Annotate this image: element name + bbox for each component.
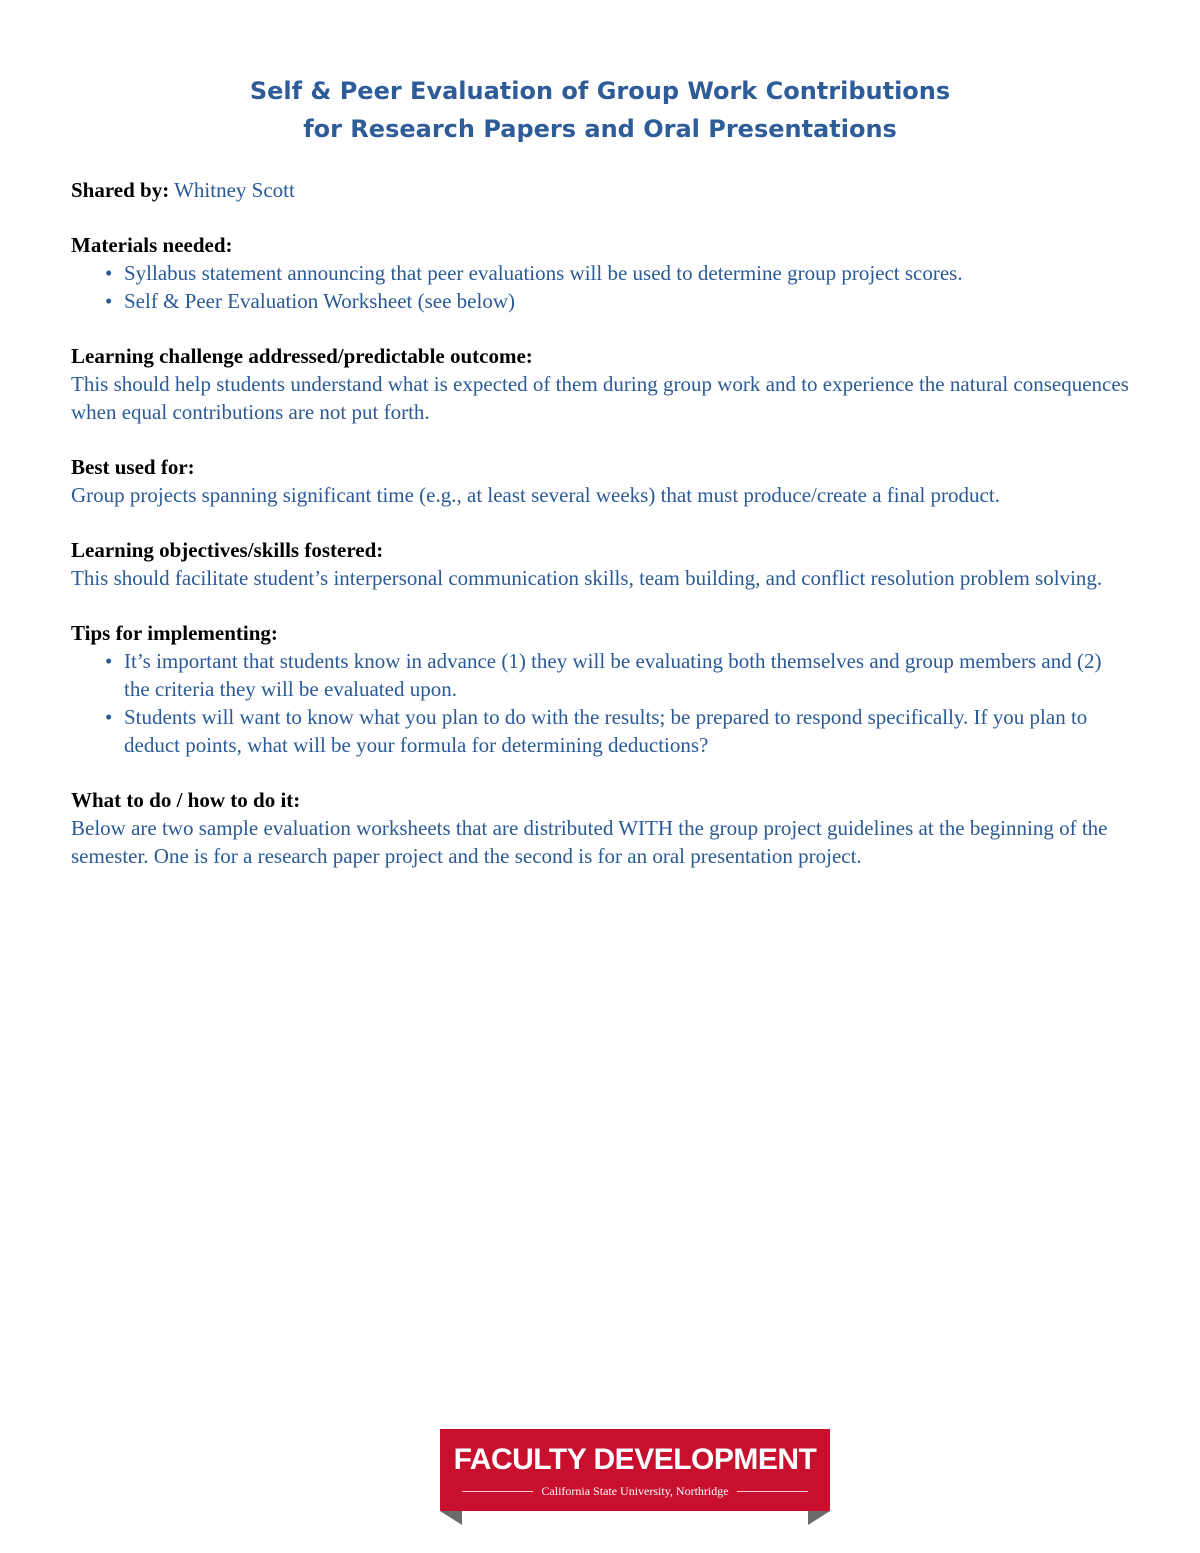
learning-challenge-text: This should help students understand what is expected of them during group work and to experience the natural consequences when equal contributions are not put forth. bbox=[71, 372, 1129, 424]
best-used-section bbox=[71, 453, 1131, 509]
objectives-heading: Learning objectives/skills fostered: bbox=[71, 538, 384, 562]
materials-list bbox=[71, 259, 1131, 315]
list-item: • It’s important that students know in advance (1) they will be evaluating both themselves and group members and (2) the criteria they will be evaluated upon. bbox=[105, 647, 1131, 703]
document-content bbox=[71, 176, 1131, 897]
logo-fold-left bbox=[440, 1511, 462, 1525]
list-item: • Students will want to know what you plan to do with the results; be prepared to respond specifically. If you plan to deduct points, what will be your formula for determining deductions? bbox=[105, 703, 1131, 759]
what-to-do-text: Below are two sample evaluation worksheets that are distributed WITH the group project guidelines at the beginning of the semester. One is for a research paper project and the second is for an oral presentation project. bbox=[71, 816, 1108, 868]
shared-by-section bbox=[71, 176, 1131, 204]
logo-title: FACULTY DEVELOPMENT bbox=[453, 1443, 817, 1476]
logo-subtitle: California State University, Northridge bbox=[541, 1484, 729, 1498]
list-item: • Self & Peer Evaluation Worksheet (see below) bbox=[105, 287, 1131, 315]
shared-by-value: Whitney Scott bbox=[174, 178, 295, 202]
logo-rule-left bbox=[462, 1491, 533, 1492]
tips-list bbox=[71, 647, 1131, 759]
what-to-do-heading: What to do / how to do it: bbox=[71, 788, 301, 812]
objectives-text: This should facilitate student’s interpersonal communication skills, team building, and conflict resolution problem solving. bbox=[71, 566, 1103, 590]
logo-fold-right bbox=[808, 1511, 830, 1525]
best-used-heading: Best used for: bbox=[71, 455, 195, 479]
list-item: • Syllabus statement announcing that peer evaluations will be used to determine group project scores. bbox=[105, 259, 1131, 287]
logo-subtitle-row bbox=[462, 1482, 808, 1500]
best-used-text: Group projects spanning significant time (e.g., at least several weeks) that must produce/create a final product. bbox=[71, 483, 1000, 507]
logo-rule-right bbox=[737, 1491, 808, 1492]
materials-section bbox=[71, 231, 1131, 315]
materials-heading: Materials needed: bbox=[71, 233, 233, 257]
objectives-section bbox=[71, 536, 1131, 592]
tips-section bbox=[71, 619, 1131, 759]
document-title-line-1: Self & Peer Evaluation of Group Work Contributions bbox=[249, 77, 951, 105]
faculty-development-logo bbox=[440, 1429, 830, 1511]
learning-challenge-section bbox=[71, 342, 1131, 426]
tips-heading: Tips for implementing: bbox=[71, 621, 278, 645]
document-title-line-2: for Research Papers and Oral Presentations bbox=[303, 115, 897, 143]
shared-by-label: Shared by: bbox=[71, 178, 170, 202]
learning-challenge-heading: Learning challenge addressed/predictable outcome: bbox=[71, 344, 533, 368]
what-to-do-section bbox=[71, 786, 1131, 870]
